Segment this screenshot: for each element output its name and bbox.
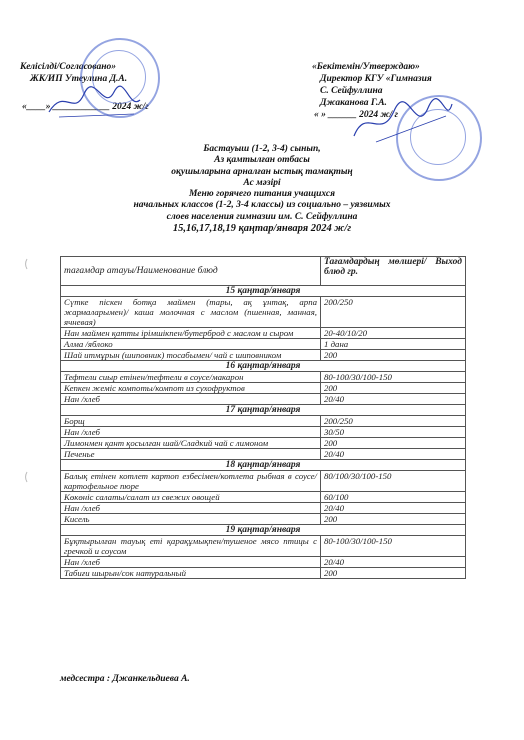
- portion-size: 80-100/30/100-150: [321, 536, 466, 557]
- dish-name: Нан /хлеб: [61, 427, 321, 438]
- dish-name: Кисель: [61, 514, 321, 525]
- title-line-6: начальных классов (1-2, 3-4 классы) из социально – уязвимых: [133, 200, 391, 211]
- dish-name: Лимонмен қант қосылған шай/Сладкий чай с лимоном: [61, 438, 321, 449]
- portion-size: 30/50: [321, 427, 466, 438]
- title-line-2: Аз қамтылған отбасы: [214, 155, 310, 166]
- table-row: [61, 514, 466, 525]
- day-label: 19 қаңтар/января: [61, 525, 466, 536]
- day-header-row: [61, 525, 466, 536]
- dish-name: Көкөніс салаты/салат из свежих овощей: [61, 492, 321, 503]
- table-row: [61, 383, 466, 394]
- portion-size: 200: [321, 383, 466, 394]
- dish-name: Алма /яблоко: [61, 339, 321, 350]
- table-row: [61, 328, 466, 339]
- dish-name: Кепкен жеміс компоты/компот из сухофруктов: [61, 383, 321, 394]
- menu-table: [60, 256, 466, 579]
- portion-size: 200: [321, 514, 466, 525]
- title-line-4: Ас мәзірі: [243, 177, 281, 188]
- portion-size: 20/40: [321, 557, 466, 568]
- day-label: 17 қаңтар/января: [61, 405, 466, 416]
- dish-name: Борщ: [61, 416, 321, 427]
- approval-right-date: « » ______ 2024 ж/ г: [314, 110, 399, 120]
- table-row: [61, 394, 466, 405]
- approval-right-title: «Бекітемін/Утверждаю»: [312, 62, 420, 72]
- portion-size: 20-40/10/20: [321, 328, 466, 339]
- table-row: [61, 536, 466, 557]
- dish-name: Табиғи шырын/сок натуральный: [61, 568, 321, 579]
- dish-name: Печенье: [61, 449, 321, 460]
- title-line-3: оқушыларына арналған ыстық тамақтың: [171, 166, 353, 177]
- dish-name: Шай итмұрын (шиповник) тосабымен/ чай с шиповником: [61, 350, 321, 361]
- nurse-signature-line: медсестра : Джанкельдиева А.: [60, 674, 190, 684]
- day-header-row: [61, 286, 466, 297]
- portion-size: 200: [321, 438, 466, 449]
- approval-right-person: Джаканова Г.А.: [320, 98, 387, 108]
- dish-name: Нан /хлеб: [61, 503, 321, 514]
- title-line-7: слоев населения гимназии им. С. Сейфуллина: [166, 211, 358, 222]
- portion-size: 200/250: [321, 297, 466, 328]
- title-line-5: Меню горячего питания учащихся: [188, 189, 336, 200]
- header-portion: Тағамдардың мөлшері/ Выход блюд гр.: [321, 257, 466, 286]
- dish-name: Балық етінен котлет картоп езбесімен/котлета рыбная в соусе/картофельное пюре: [61, 471, 321, 492]
- portion-size: 200: [321, 568, 466, 579]
- table-row: [61, 492, 466, 503]
- table-row: [61, 438, 466, 449]
- portion-size: 80/100/30/100-150: [321, 471, 466, 492]
- table-row: [61, 372, 466, 383]
- portion-size: 60/100: [321, 492, 466, 503]
- title-line-1: Бастауыш (1-2, 3-4) сынып,: [203, 144, 321, 154]
- table-row: [61, 449, 466, 460]
- table-row: [61, 350, 466, 361]
- table-row: [61, 339, 466, 350]
- portion-size: 20/40: [321, 449, 466, 460]
- table-row: [61, 557, 466, 568]
- table-row: [61, 503, 466, 514]
- table-row: [61, 471, 466, 492]
- left-signature: [44, 82, 144, 122]
- table-row: [61, 427, 466, 438]
- table-row: [61, 416, 466, 427]
- title-line-8: 15,16,17,18,19 қаңтар/января 2024 ж/г: [172, 223, 352, 235]
- day-label: 15 қаңтар/января: [61, 286, 466, 297]
- dish-name: Тефтели сиыр етінен/тефтели в соусе/макарон: [61, 372, 321, 383]
- margin-mark-top: [15, 257, 29, 271]
- approval-left-person: ЖК/ИП Утеулина Д.А.: [30, 74, 128, 84]
- portion-size: 200: [321, 350, 466, 361]
- day-label: 16 қаңтар/января: [61, 361, 466, 372]
- dish-name: Сүтке піскен ботқа маймен (тары, ақ ұнтақ, арпа жармаларымен)/ каша молочная с маслом (пшенная, манная, ячневая): [61, 297, 321, 328]
- approval-right-director: Директор КГУ «Гимназия: [320, 74, 432, 84]
- approval-left-date: «____» ____________ 2024 ж/г: [22, 102, 149, 112]
- dish-name: Нан маймен қатты ірімшікпен/бутерброд с маслом и сыром: [61, 328, 321, 339]
- approval-right-school: С. Сейфуллина: [320, 86, 383, 96]
- margin-mark-bottom: [15, 470, 29, 484]
- dish-name: Нан /хлеб: [61, 394, 321, 405]
- approval-left-title: Келісілді/Согласовано»: [20, 62, 117, 72]
- menu-title: [60, 144, 464, 234]
- portion-size: 20/40: [321, 394, 466, 405]
- right-signature: [346, 96, 456, 146]
- table-row: [61, 297, 466, 328]
- day-header-row: [61, 361, 466, 372]
- portion-size: 20/40: [321, 503, 466, 514]
- day-header-row: [61, 460, 466, 471]
- portion-size: 80-100/30/100-150: [321, 372, 466, 383]
- day-label: 18 қаңтар/января: [61, 460, 466, 471]
- table-row: [61, 568, 466, 579]
- portion-size: 1 дана: [321, 339, 466, 350]
- portion-size: 200/250: [321, 416, 466, 427]
- dish-name: Бұқтырылған тауық еті қарақұмықпен/тушеное мясо птицы с гречкой и соусом: [61, 536, 321, 557]
- dish-name: Нан /хлеб: [61, 557, 321, 568]
- header-dish-name: тағамдар атауы/Наименование блюд: [61, 257, 321, 286]
- day-header-row: [61, 405, 466, 416]
- table-header-row: [61, 257, 466, 286]
